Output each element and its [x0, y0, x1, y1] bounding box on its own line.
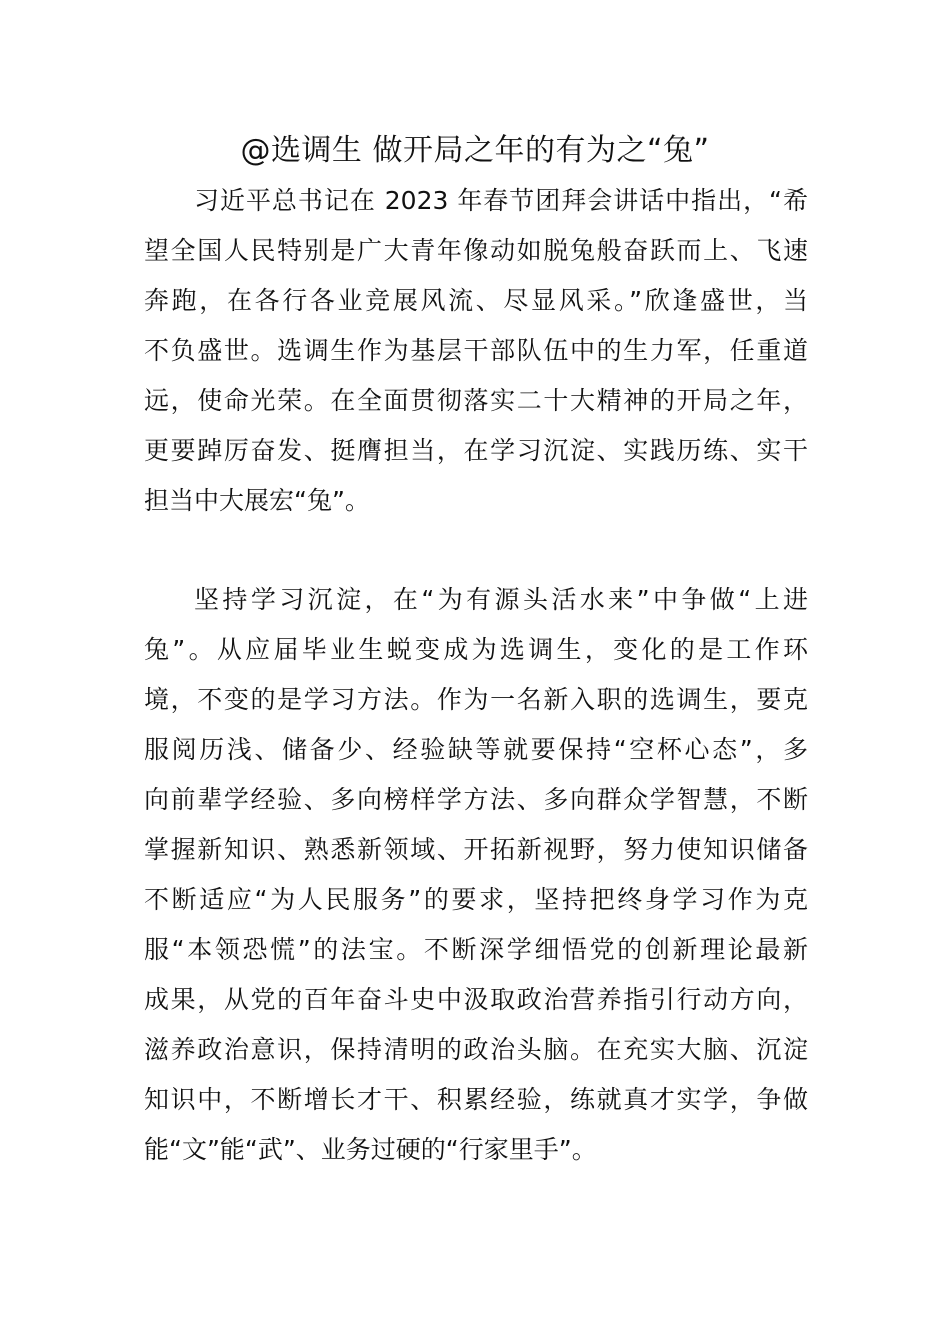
paragraph-line: 掌握新知识、熟悉新领域、开拓新视野，努力使知识储备 [144, 835, 808, 864]
paragraph-line: 服阅历浅、储备少、经验缺等就要保持“空杯心态”，多 [144, 735, 808, 764]
paragraph-line: 知识中，不断增长才干、积累经验，练就真才实学，争做 [144, 1085, 808, 1114]
paragraph-line: 成果，从党的百年奋斗史中汲取政治营养指引行动方向， [144, 985, 808, 1014]
paragraph-line: 不断适应“为人民服务”的要求，坚持把终身学习作为克 [144, 885, 808, 914]
paragraph-1 [144, 176, 808, 526]
paragraph-line: 习近平总书记在 2023 年春节团拜会讲话中指出，“希 [194, 186, 808, 215]
paragraph-line: 担当中大展宏“兔”。 [144, 486, 370, 515]
paragraph-line: 滋养政治意识，保持清明的政治头脑。在充实大脑、沉淀 [144, 1035, 808, 1064]
paragraph-line: 望全国人民特别是广大青年像动如脱兔般奋跃而上、飞速 [144, 236, 808, 265]
paragraph-line: 向前辈学经验、多向榜样学方法、多向群众学智慧，不断 [144, 785, 808, 814]
paragraph-line: 兔”。从应届毕业生蜕变成为选调生，变化的是工作环 [144, 635, 808, 664]
document-title: @选调生 做开局之年的有为之“兔” [240, 133, 710, 168]
paragraph-line: 奔跑，在各行各业竞展风流、尽显风采。”欣逢盛世，当 [144, 286, 808, 315]
paragraph-line: 不负盛世。选调生作为基层干部队伍中的生力军，任重道 [144, 336, 808, 365]
paragraph-line: 服“本领恐慌”的法宝。不断深学细悟党的创新理论最新 [144, 935, 808, 964]
paragraph-line: 能“文”能“武”、业务过硬的“行家里手”。 [144, 1135, 597, 1164]
paragraph-2 [144, 575, 808, 1175]
paragraph-line: 更要踔厉奋发、挺膺担当，在学习沉淀、实践历练、实干 [144, 436, 808, 465]
paragraph-line: 境，不变的是学习方法。作为一名新入职的选调生，要克 [144, 685, 808, 714]
paragraph-line: 远，使命光荣。在全面贯彻落实二十大精神的开局之年， [144, 386, 808, 415]
paragraph-line: 坚持学习沉淀，在“为有源头活水来”中争做“上进 [194, 585, 808, 614]
